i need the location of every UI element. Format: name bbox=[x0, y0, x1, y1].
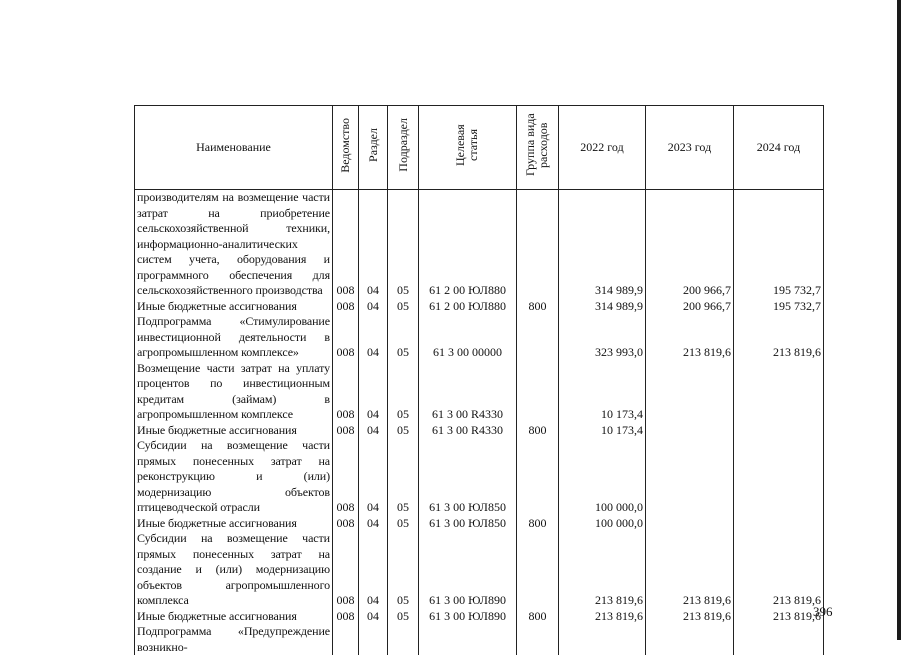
row-target: 61 2 00 ЮЛ880 bbox=[419, 190, 517, 299]
table-header-row bbox=[135, 106, 824, 190]
row-razdel: 04 bbox=[359, 361, 388, 423]
header-group bbox=[517, 106, 559, 190]
row-2024: 213 819,6 bbox=[734, 609, 824, 625]
row-group: 800 bbox=[517, 516, 559, 532]
header-target bbox=[419, 106, 517, 190]
row-razdel: 04 bbox=[359, 609, 388, 625]
row-ved: 008 bbox=[333, 299, 359, 315]
row-2022: 213 819,6 bbox=[559, 609, 646, 625]
row-2022: 100 000,0 bbox=[559, 438, 646, 516]
row-2024 bbox=[734, 423, 824, 439]
row-2023: 213 819,6 bbox=[646, 314, 734, 361]
table-row bbox=[135, 516, 824, 532]
page-edge-shadow bbox=[897, 0, 901, 640]
row-2022: 323 993,0 bbox=[559, 314, 646, 361]
header-target-text: Целевая статья bbox=[452, 124, 480, 167]
row-2024 bbox=[734, 516, 824, 532]
row-razdel: 04 bbox=[359, 190, 388, 299]
row-2023: 200 966,7 bbox=[646, 299, 734, 315]
row-razdel: 04 bbox=[359, 438, 388, 516]
row-group bbox=[517, 531, 559, 609]
row-name: Иные бюджетные ассигнования bbox=[135, 609, 333, 625]
row-target: 61 3 00 ЮЛ890 bbox=[419, 531, 517, 609]
table-row bbox=[135, 609, 824, 625]
row-group bbox=[517, 314, 559, 361]
row-podrazdel: 05 bbox=[388, 299, 419, 315]
row-2023: 200 966,7 bbox=[646, 190, 734, 299]
row-group: 800 bbox=[517, 423, 559, 439]
row-2022: 10 173,4 bbox=[559, 423, 646, 439]
row-name: Подпрограмма «Предупреждение возникно- bbox=[135, 624, 333, 655]
table-row bbox=[135, 314, 824, 361]
table-row bbox=[135, 423, 824, 439]
row-2023 bbox=[646, 361, 734, 423]
row-target: 61 3 00 ЮЛ850 bbox=[419, 438, 517, 516]
row-group bbox=[517, 361, 559, 423]
table-row bbox=[135, 299, 824, 315]
row-name: Иные бюджетные ассигнования bbox=[135, 516, 333, 532]
row-target: 61 3 00 ЮЛ890 bbox=[419, 609, 517, 625]
row-podrazdel: 05 bbox=[388, 438, 419, 516]
row-group bbox=[517, 438, 559, 516]
row-group bbox=[517, 190, 559, 299]
row-2024: 195 732,7 bbox=[734, 190, 824, 299]
row-ved: 008 bbox=[333, 361, 359, 423]
row-razdel: 04 bbox=[359, 516, 388, 532]
header-name-text: Наименование bbox=[196, 139, 271, 154]
header-razdel bbox=[359, 106, 388, 190]
row-group: 800 bbox=[517, 609, 559, 625]
row-ved: 008 bbox=[333, 531, 359, 609]
row-2023 bbox=[646, 516, 734, 532]
row-2023: 213 819,6 bbox=[646, 609, 734, 625]
row-2023 bbox=[646, 423, 734, 439]
row-2024 bbox=[734, 438, 824, 516]
row-target: 61 3 00 R4330 bbox=[419, 423, 517, 439]
table-row bbox=[135, 438, 824, 516]
row-podrazdel: 05 bbox=[388, 531, 419, 609]
page-number: 396 bbox=[813, 604, 833, 619]
row-razdel: 04 bbox=[359, 531, 388, 609]
row-razdel: 04 bbox=[359, 299, 388, 315]
row-razdel: 04 bbox=[359, 423, 388, 439]
header-2023-text: 2023 год bbox=[667, 139, 712, 154]
header-razdel-text: Раздел bbox=[365, 128, 380, 163]
budget-table bbox=[134, 105, 824, 655]
row-2022: 10 173,4 bbox=[559, 361, 646, 423]
row-podrazdel: 05 bbox=[388, 361, 419, 423]
row-podrazdel: 05 bbox=[388, 609, 419, 625]
row-2023 bbox=[646, 438, 734, 516]
header-2023 bbox=[646, 106, 734, 190]
table-row bbox=[135, 361, 824, 423]
row-2022: 213 819,6 bbox=[559, 531, 646, 609]
header-2022-text: 2022 год bbox=[580, 139, 624, 154]
header-podrazdel-text: Подраздел bbox=[395, 118, 410, 173]
header-2024-text: 2024 год bbox=[756, 139, 801, 154]
row-ved: 008 bbox=[333, 609, 359, 625]
row-2022: 100 000,0 bbox=[559, 516, 646, 532]
row-ved: 008 bbox=[333, 438, 359, 516]
header-vedomstvo-text: Ведомство bbox=[338, 117, 352, 173]
row-target: 61 2 00 ЮЛ880 bbox=[419, 299, 517, 315]
row-podrazdel: 05 bbox=[388, 190, 419, 299]
header-2022 bbox=[559, 106, 646, 190]
row-2024: 213 819,6 bbox=[734, 314, 824, 361]
row-name: Иные бюджетные ассигнования bbox=[135, 299, 333, 315]
row-podrazdel: 05 bbox=[388, 423, 419, 439]
row-podrazdel: 05 bbox=[388, 314, 419, 361]
header-podrazdel bbox=[388, 106, 419, 190]
table-row bbox=[135, 190, 824, 299]
row-target: 61 3 00 00000 bbox=[419, 314, 517, 361]
row-ved: 008 bbox=[333, 516, 359, 532]
row-name: Субсидии на возмещение части прямых понесенных затрат на создание и (или) модернизацию объектов агропромышленного комплекса bbox=[135, 531, 333, 609]
row-name: производителям на возмещение части затрат на приобретение сельскохозяйственной техники, информационно-аналитических систем учета, оборудования и программного обеспечения для сельскохозяйственного производства bbox=[135, 190, 333, 299]
row-2022: 314 989,9 bbox=[559, 190, 646, 299]
row-2024 bbox=[734, 361, 824, 423]
row-name: Возмещение части затрат на уплату процентов по инвестиционным кредитам (займам) в агропромышленном комплексе bbox=[135, 361, 333, 423]
row-ved: 008 bbox=[333, 314, 359, 361]
row-group: 800 bbox=[517, 299, 559, 315]
row-2024: 213 819,6 bbox=[734, 531, 824, 609]
row-name: Иные бюджетные ассигнования bbox=[135, 423, 333, 439]
row-2023: 213 819,6 bbox=[646, 531, 734, 609]
row-2024: 195 732,7 bbox=[734, 299, 824, 315]
row-ved: 008 bbox=[333, 423, 359, 439]
header-2024 bbox=[734, 106, 824, 190]
row-target: 61 3 00 R4330 bbox=[419, 361, 517, 423]
row-name: Подпрограмма «Стимулирование инвестиционной деятельности в агропромышленном комплексе» bbox=[135, 314, 333, 361]
header-group-text: Группа вида расходов bbox=[522, 113, 550, 177]
row-name: Субсидии на возмещение части прямых понесенных затрат на реконструкцию и (или) модернизацию объектов птицеводческой отрасли bbox=[135, 438, 333, 516]
row-ved: 008 bbox=[333, 190, 359, 299]
table-row bbox=[135, 531, 824, 609]
header-vedomstvo bbox=[333, 106, 359, 190]
row-target: 61 3 00 ЮЛ850 bbox=[419, 516, 517, 532]
row-podrazdel: 05 bbox=[388, 516, 419, 532]
header-name bbox=[135, 106, 333, 190]
row-razdel: 04 bbox=[359, 314, 388, 361]
row-2022: 314 989,9 bbox=[559, 299, 646, 315]
